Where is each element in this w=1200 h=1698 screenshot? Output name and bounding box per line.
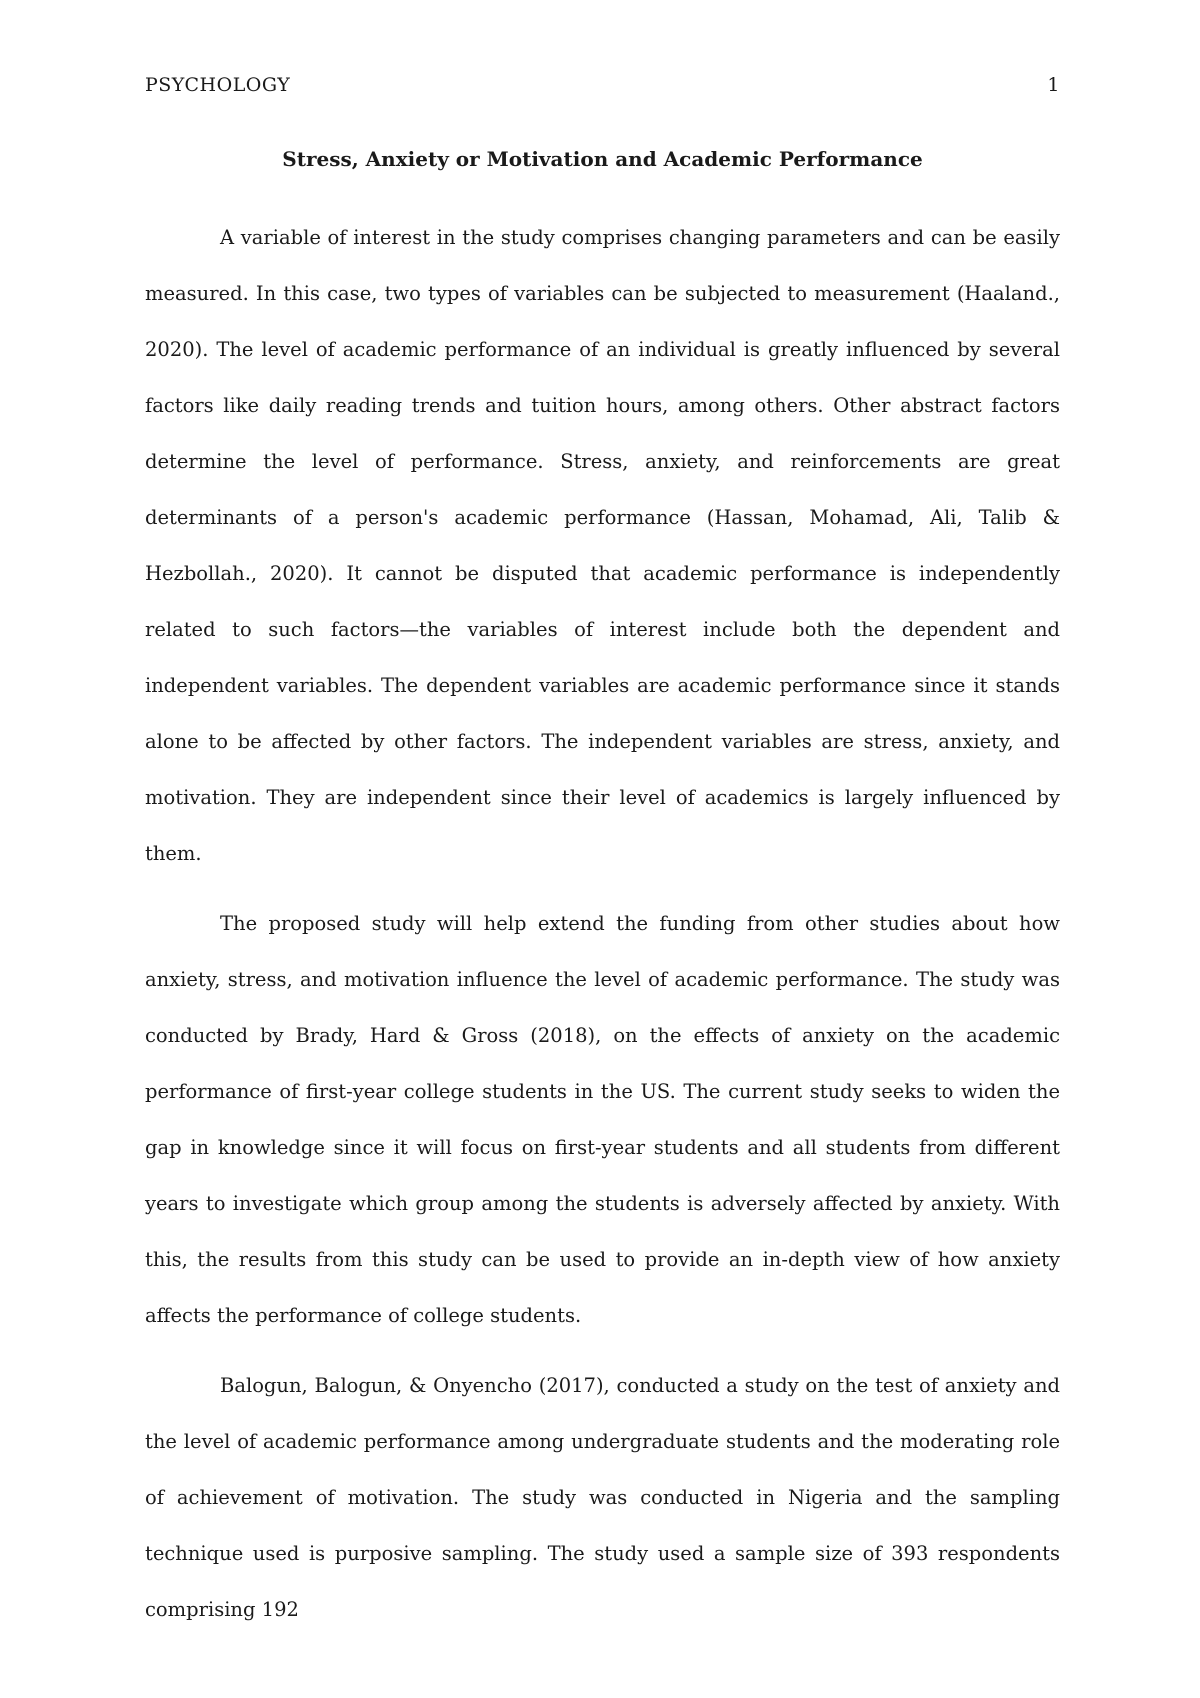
running-head [145,74,1060,102]
document-title: Stress, Anxiety or Motivation and Academic Performance [282,147,923,171]
paragraph-3: Balogun, Balogun, & Onyencho (2017), conducted a study on the test of anxiety and the level of academic performance among undergraduate students and the moderating role of achievement of motivation. The study was conducted in Nigeria and the sampling technique used is purposive sampling. The study used a sample size of 393 respondents comprising 192 [145,1374,1060,1621]
document-body [145,210,1060,1638]
paragraph-2: The proposed study will help extend the funding from other studies about how anxiety, stress, and motivation influence the level of academic performance. The study was conducted by Brady, Hard & Gross (2018), on the effects of anxiety on the academic performance of first-year college students in the US. The current study seeks to widen the gap in knowledge since it will focus on first-year students and all students from different years to investigate which group among the students is adversely affected by anxiety. With this, the results from this study can be used to provide an in-depth view of how anxiety affects the performance of college students. [145,912,1060,1327]
running-head-title: PSYCHOLOGY [145,74,291,96]
paragraph-1: A variable of interest in the study comprises changing parameters and can be easily measured. In this case, two types of variables can be subjected to measurement (Haaland., 2020). The level of academic performance of an individual is greatly influenced by several factors like daily reading trends and tuition hours, among others. Other abstract factors determine the level of performance. Stress, anxiety, and reinforcements are great determinants of a person's academic performance (Hassan, Mohamad, Ali, Talib & Hezbollah., 2020). It cannot be disputed that academic performance is independently related to such factors—the variables of interest include both the dependent and independent variables. The dependent variables are academic performance since it stands alone to be affected by other factors. The independent variables are stress, anxiety, and motivation. They are independent since their level of academics is largely influenced by them. [145,226,1060,865]
page-number: 1 [1047,74,1060,96]
